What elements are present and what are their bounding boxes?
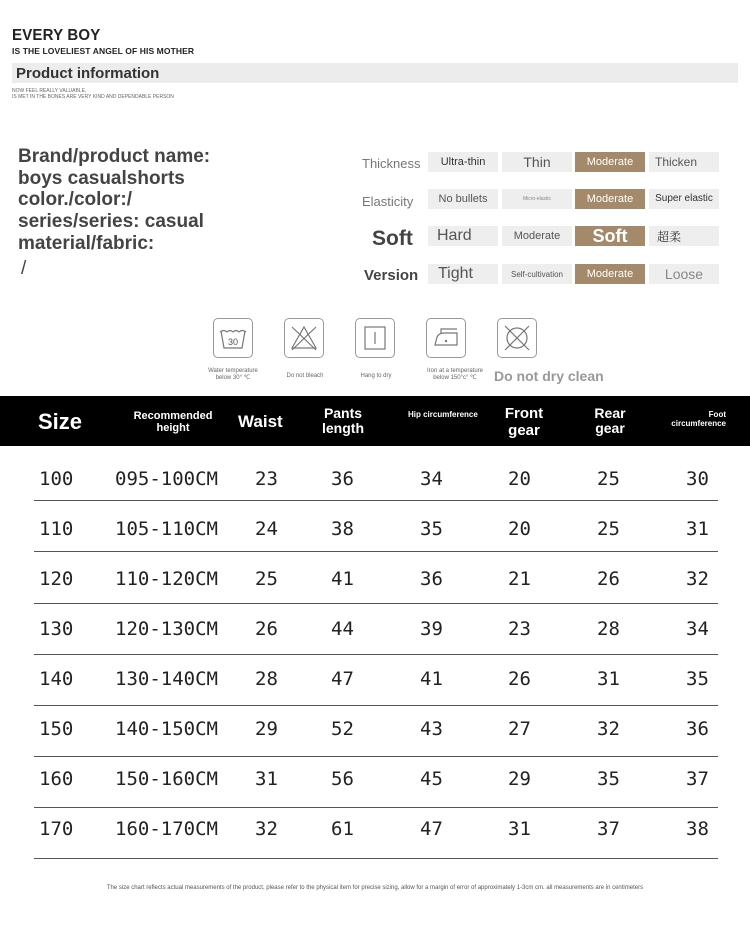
foot-cell: 30: [686, 468, 709, 490]
care-label: Hang to dry: [360, 373, 392, 379]
front-gear-cell: 31: [508, 818, 531, 840]
size-footnote: The size chart reflects actual measurements of the product, please refer to the physical item for precise sizing, allow for a margin of error of approximately 1-3cm cm. all measurements are in centimeters: [106, 885, 644, 891]
thickness-option: Ultra-thin: [428, 152, 498, 172]
elasticity-option: Super elastic: [649, 189, 719, 209]
section-title-bar: [12, 63, 738, 83]
size-table-header: [0, 396, 750, 446]
height-cell: 095-100CM: [115, 468, 218, 490]
pants-length-cell: 41: [331, 568, 354, 590]
hip-cell: 39: [420, 618, 443, 640]
waist-cell: 26: [255, 618, 278, 640]
rear-gear-cell: 32: [597, 718, 620, 740]
hang-dry-icon: [355, 318, 395, 358]
care-label: Water temperature below 30° ℃: [208, 368, 258, 381]
header-rear-gear: Rear gear: [594, 405, 626, 437]
header-size: Size: [38, 409, 83, 434]
elasticity-option: No bullets: [428, 189, 498, 209]
pants-length-cell: 52: [331, 718, 354, 740]
rear-gear-cell: 37: [597, 818, 620, 840]
waist-cell: 31: [255, 768, 278, 790]
rear-gear-cell: 25: [597, 468, 620, 490]
care-label: Iron at a temperature below 150°c° ℃: [426, 368, 484, 381]
hip-cell: 45: [420, 768, 443, 790]
rear-gear-cell: 31: [597, 668, 620, 690]
table-row: [0, 453, 750, 503]
section-title: Product information: [16, 65, 160, 82]
table-row: [0, 503, 750, 553]
size-cell: 120: [39, 568, 74, 590]
size-cell: 160: [39, 768, 74, 790]
table-row: [0, 603, 750, 653]
softness-option: Hard: [428, 226, 498, 246]
foot-cell: 36: [686, 718, 709, 740]
front-gear-cell: 21: [508, 568, 531, 590]
fine-print: NOW FEEL REALLY VALUABLE,: [12, 88, 87, 94]
size-cell: 170: [39, 818, 74, 840]
hip-cell: 35: [420, 518, 443, 540]
waist-cell: 28: [255, 668, 278, 690]
elasticity-option-selected: Moderate: [575, 189, 645, 209]
version-option: Tight: [428, 264, 498, 284]
foot-cell: 31: [686, 518, 709, 540]
softness-option: 超柔: [649, 226, 719, 246]
size-cell: 110: [39, 518, 74, 540]
pants-length-cell: 61: [331, 818, 354, 840]
description-line: Brand/product name:: [18, 146, 211, 167]
table-row: [0, 703, 750, 753]
version-option-selected: Moderate: [575, 264, 645, 284]
table-row: [0, 753, 750, 803]
elasticity-option: Micro-elastic: [502, 189, 572, 209]
thickness-option: Thin: [502, 152, 572, 172]
height-cell: 105-110CM: [115, 518, 218, 540]
header-pants-length: Pants length: [322, 405, 364, 437]
waist-cell: 24: [255, 518, 278, 540]
rear-gear-cell: 28: [597, 618, 620, 640]
softness-option: Moderate: [502, 226, 572, 246]
waist-cell: 25: [255, 568, 278, 590]
height-cell: 160-170CM: [115, 818, 218, 840]
hip-cell: 36: [420, 568, 443, 590]
wash-temp: 30: [227, 337, 239, 347]
thickness-option-selected: Moderate: [575, 152, 645, 172]
height-cell: 140-150CM: [115, 718, 218, 740]
rear-gear-cell: 25: [597, 518, 620, 540]
front-gear-cell: 29: [508, 768, 531, 790]
front-gear-cell: 20: [508, 518, 531, 540]
description-line: material/fabric:: [18, 232, 155, 254]
height-cell: 150-160CM: [115, 768, 218, 790]
brand-slogan: IS THE LOVELIEST ANGEL OF HIS MOTHER: [12, 46, 195, 56]
version-option: Loose: [649, 264, 719, 284]
header-foot: Foot circumference: [671, 410, 726, 428]
front-gear-cell: 27: [508, 718, 531, 740]
front-gear-cell: 26: [508, 668, 531, 690]
pants-length-cell: 44: [331, 618, 354, 640]
no-dry-clean-icon: [497, 318, 537, 358]
thickness-option: Thicken: [649, 152, 719, 172]
height-cell: 130-140CM: [115, 668, 218, 690]
description-line: color./color:/: [18, 189, 133, 211]
version-label: Version: [364, 267, 419, 284]
description-line: boys casualshorts: [18, 167, 185, 189]
foot-cell: 34: [686, 618, 709, 640]
product-description: [18, 146, 210, 279]
wash-30-icon: [213, 318, 253, 358]
header-waist: Waist: [238, 412, 283, 431]
header-height: Recommended height: [133, 410, 213, 435]
care-label: Do not bleach: [286, 373, 324, 379]
header-hip: Hip circumference: [408, 410, 478, 419]
foot-cell: 37: [686, 768, 709, 790]
front-gear-cell: 23: [508, 618, 531, 640]
row-divider: [34, 858, 718, 859]
rear-gear-cell: 26: [597, 568, 620, 590]
pants-length-cell: 56: [331, 768, 354, 790]
care-label: Do not dry clean: [494, 368, 604, 384]
table-row: [0, 553, 750, 603]
table-row: [0, 653, 750, 703]
foot-cell: 35: [686, 668, 709, 690]
pants-length-cell: 38: [331, 518, 354, 540]
front-gear-cell: 20: [508, 468, 531, 490]
size-cell: 150: [39, 718, 74, 740]
header-front-gear: Front gear: [504, 405, 544, 439]
brand-title: EVERY BOY: [12, 26, 101, 45]
hip-cell: 47: [420, 818, 443, 840]
foot-cell: 38: [686, 818, 709, 840]
size-cell: 100: [39, 468, 74, 490]
row-divider: [34, 500, 718, 501]
table-row: [0, 803, 750, 853]
softness-option-selected: Soft: [575, 226, 645, 246]
waist-cell: 23: [255, 468, 278, 490]
hip-cell: 43: [420, 718, 443, 740]
size-cell: 130: [39, 618, 74, 640]
description-line: series/series: casual: [18, 211, 204, 233]
waist-cell: 32: [255, 818, 278, 840]
foot-cell: 32: [686, 568, 709, 590]
hip-cell: 34: [420, 468, 443, 490]
row-divider: [34, 551, 718, 552]
pants-length-cell: 47: [331, 668, 354, 690]
description-line: /: [21, 257, 27, 279]
pants-length-cell: 36: [331, 468, 354, 490]
thickness-label: Thickness: [362, 156, 421, 171]
hip-cell: 41: [420, 668, 443, 690]
iron-icon: [426, 318, 466, 358]
height-cell: 110-120CM: [115, 568, 218, 590]
fine-print: IS MET IN THE BONES ARE VERY KIND AND DEPENDABLE PERSON: [12, 94, 174, 100]
softness-label: Soft: [372, 227, 413, 250]
no-bleach-icon: [284, 318, 324, 358]
rear-gear-cell: 35: [597, 768, 620, 790]
size-cell: 140: [39, 668, 74, 690]
elasticity-label: Elasticity: [362, 194, 414, 209]
version-option: Self-cultivation: [502, 264, 572, 284]
waist-cell: 29: [255, 718, 278, 740]
height-cell: 120-130CM: [115, 618, 218, 640]
